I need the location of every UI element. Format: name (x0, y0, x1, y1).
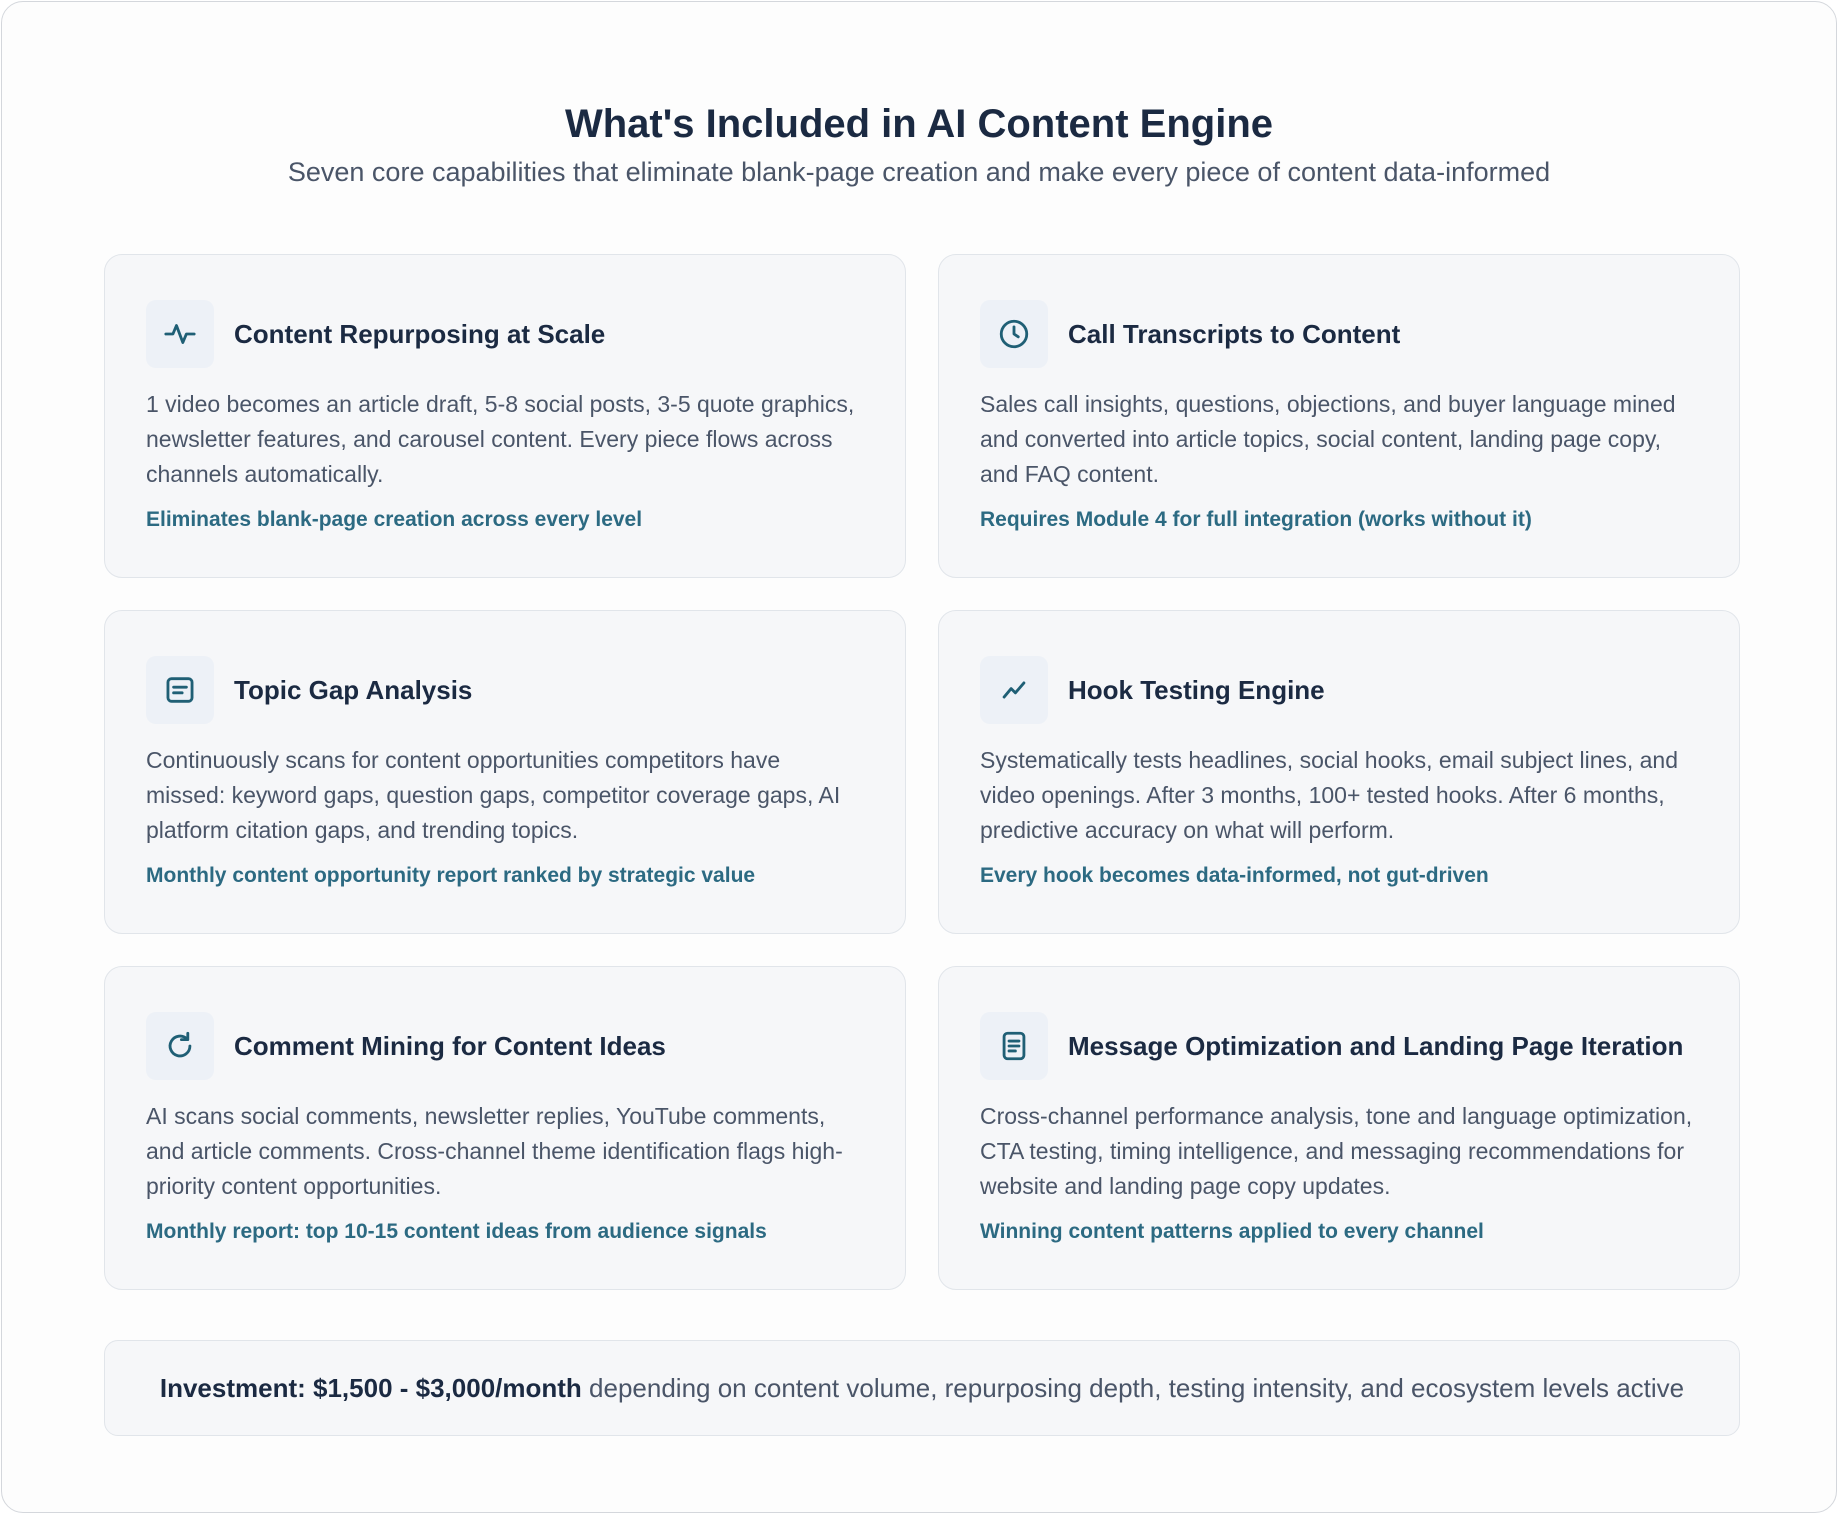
feature-card-note: Monthly content opportunity report ranked by strategic value (146, 864, 756, 887)
trend-line-icon (980, 656, 1048, 724)
page-header (2, 98, 1836, 192)
feature-card-note: Requires Module 4 for full integration (works without it) (980, 508, 1532, 531)
feature-card-title: Comment Mining for Content Ideas (234, 1030, 666, 1061)
feature-card-note: Eliminates blank-page creation across every level (146, 508, 643, 531)
page-subtitle: Seven core capabilities that eliminate blank-page creation and make every piece of content data-informed (287, 157, 1551, 187)
feature-card-title: Topic Gap Analysis (234, 674, 473, 705)
feature-card-note: Monthly report: top 10-15 content ideas from audience signals (146, 1220, 767, 1243)
feature-card-call-transcripts (938, 254, 1740, 578)
feature-card-title: Hook Testing Engine (1068, 674, 1325, 705)
feature-card-comment-mining (104, 966, 906, 1290)
investment-detail: depending on content volume, repurposing depth, testing intensity, and ecosystem levels active (589, 1372, 1685, 1403)
feature-card-title: Call Transcripts to Content (1068, 318, 1401, 349)
refresh-icon (146, 1012, 214, 1080)
investment-label: Investment: $1,500 - $3,000/month (159, 1372, 582, 1403)
feature-card-hook-testing (938, 610, 1740, 934)
feature-card-content-repurposing (104, 254, 906, 578)
feature-card-title: Message Optimization and Landing Page Iteration (1068, 1030, 1684, 1061)
page-title: What's Included in AI Content Engine (564, 102, 1273, 146)
feature-card-title: Content Repurposing at Scale (234, 318, 606, 349)
page-frame (1, 1, 1837, 1513)
feature-card-description: Sales call insights, questions, objections, and buyer language mined and converted into article topics, social content, landing page copy, and FAQ content. (980, 391, 1676, 487)
pulse-icon (146, 300, 214, 368)
feature-card-topic-gap (104, 610, 906, 934)
feature-card-description: AI scans social comments, newsletter replies, YouTube comments, and article comments. Cross-channel theme identification flags high-priority content opportunities. (146, 1103, 843, 1199)
feature-card-description: 1 video becomes an article draft, 5-8 social posts, 3-5 quote graphics, newsletter features, and carousel content. Every piece flows across channels automatically. (146, 391, 855, 487)
clock-icon (980, 300, 1048, 368)
message-square-icon (146, 656, 214, 724)
feature-card-description: Continuously scans for content opportunities competitors have missed: keyword gaps, question gaps, competitor coverage gaps, AI platform citation gaps, and trending topics. (146, 747, 841, 843)
investment-banner (104, 1340, 1740, 1436)
feature-card-message-optimization (938, 966, 1740, 1290)
document-icon (980, 1012, 1048, 1080)
feature-card-note: Every hook becomes data-informed, not gut-driven (980, 864, 1489, 887)
feature-card-description: Systematically tests headlines, social hooks, email subject lines, and video openings. After 3 months, 100+ tested hooks. After 6 months, predictive accuracy on what will perform. (980, 747, 1679, 843)
feature-card-note: Winning content patterns applied to every channel (980, 1220, 1484, 1243)
feature-card-description: Cross-channel performance analysis, tone and language optimization, CTA testing, timing intelligence, and messaging recommendations for website and landing page copy updates. (980, 1103, 1693, 1199)
